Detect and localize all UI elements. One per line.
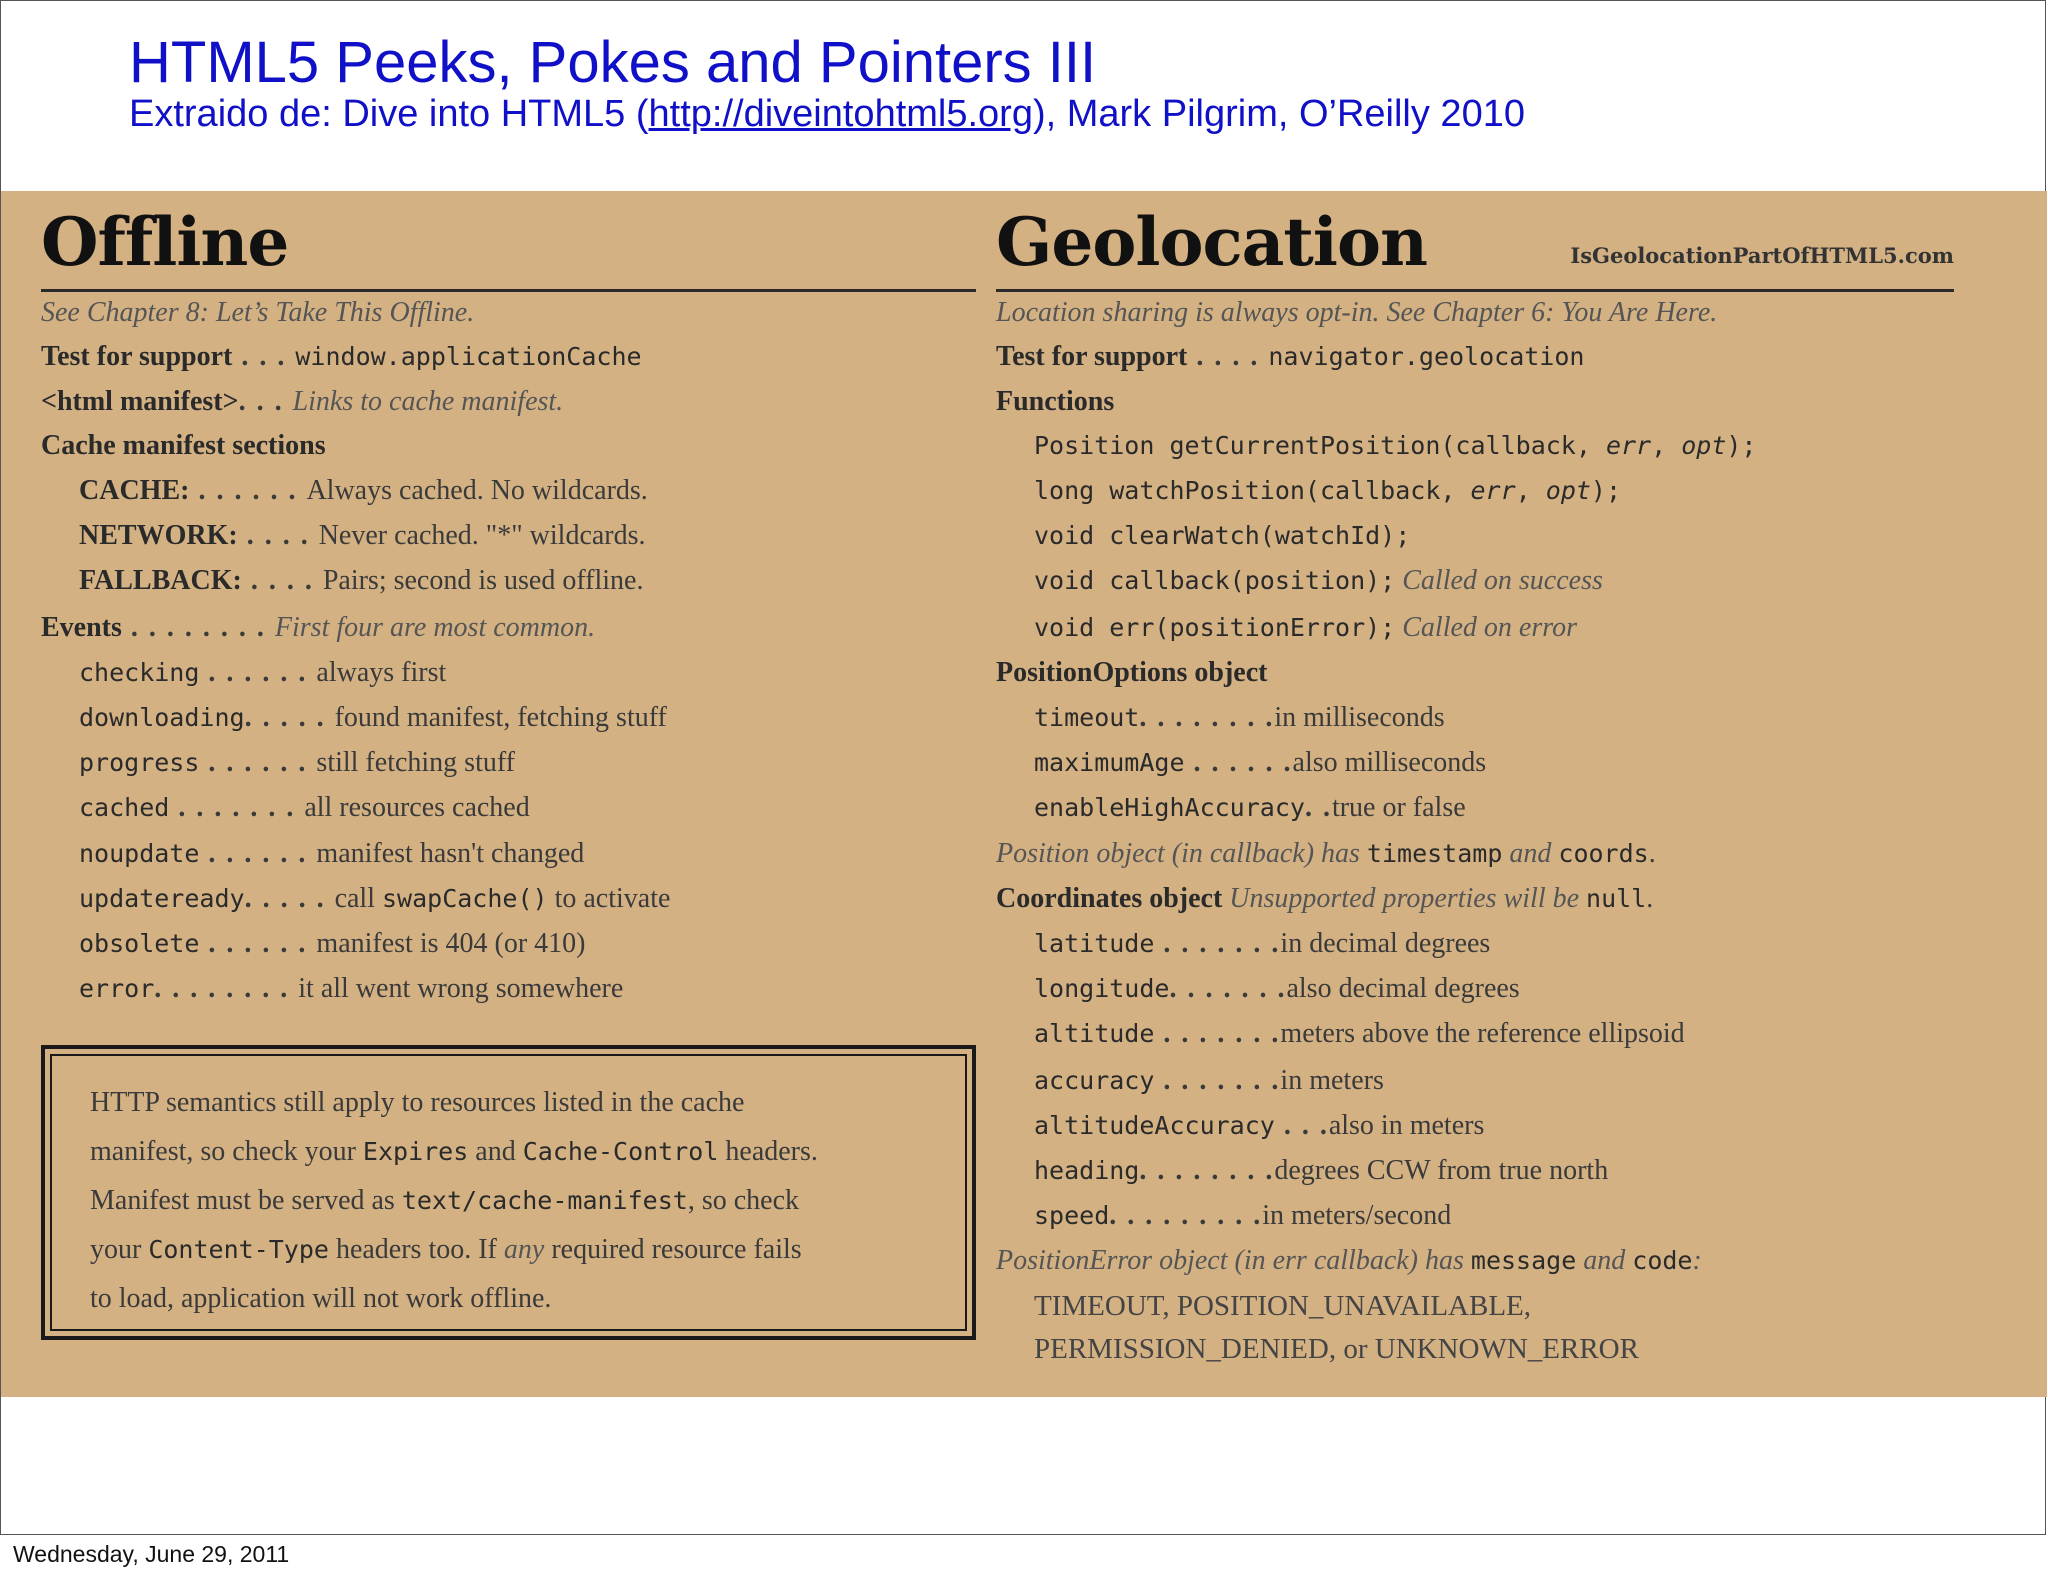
slide-subtitle (129, 91, 1525, 137)
coord-row (996, 1151, 1954, 1191)
coord-row (996, 1061, 1954, 1101)
section-desc: Never cached. "*" wildcards. (318, 520, 646, 551)
dots: . . . . (1187, 341, 1269, 372)
event-desc: always first (316, 657, 447, 688)
event-row (41, 834, 976, 874)
position-object-row (996, 834, 1954, 874)
position-code: coords (1558, 839, 1649, 868)
error-code: message (1470, 1246, 1577, 1275)
offline-header (41, 191, 976, 292)
option-name: maximumAge (1034, 748, 1185, 777)
note-text: required resource fails (544, 1234, 802, 1265)
coord-row (996, 1106, 1954, 1146)
position-options-label: PositionOptions object (996, 657, 1268, 688)
dots: . . (1304, 792, 1332, 823)
event-row (41, 969, 976, 1009)
geolocation-heading: Geolocation (996, 203, 1427, 281)
event-desc: all resources cached (304, 792, 530, 823)
event-desc: found manifest, fetching stuff (334, 702, 667, 733)
position-code: timestamp (1366, 839, 1503, 868)
coord-row (996, 924, 1954, 964)
function-code: , (1515, 476, 1546, 505)
dots: . . . . . . (199, 928, 317, 959)
event-name: checking (79, 658, 200, 687)
function-param: opt (1681, 431, 1727, 460)
dots: . . . . . . . . (1139, 1155, 1275, 1186)
coord-name: heading (1034, 1156, 1140, 1185)
coord-name: latitude (1034, 929, 1155, 958)
option-desc: also milliseconds (1292, 747, 1487, 778)
option-desc: in milliseconds (1274, 702, 1445, 733)
offline-column (41, 191, 976, 1004)
coordinates-code: null (1586, 884, 1647, 913)
dots: . . . . . . . (1154, 1065, 1281, 1096)
error-codes-line: TIMEOUT, POSITION_UNAVAILABLE, (1034, 1290, 1532, 1322)
coord-desc: degrees CCW from true north (1274, 1155, 1609, 1186)
subtitle-prefix: Extraido de: Dive into HTML5 ( (129, 93, 649, 135)
dots: . . . . . . (189, 475, 307, 506)
position-text: and (1502, 838, 1559, 869)
coord-desc: in decimal degrees (1280, 928, 1491, 959)
function-code: void callback(position); (1034, 566, 1396, 595)
coordinates-note: . (1646, 883, 1654, 914)
event-desc: manifest hasn't changed (316, 838, 585, 869)
offline-manifest-label: <html manifest> (41, 386, 239, 417)
http-semantics-note (41, 1045, 976, 1340)
note-line (90, 1127, 933, 1176)
coord-name: altitudeAccuracy (1034, 1111, 1275, 1140)
cache-sections-label: Cache manifest sections (41, 430, 326, 461)
dots: . . . (238, 386, 293, 417)
function-code: , (1651, 431, 1682, 460)
dots: . . . . . . (199, 747, 317, 778)
function-note: Called on success (1395, 565, 1603, 596)
note-text: Manifest must be served as (90, 1185, 402, 1216)
subtitle-suffix: ), Mark Pilgrim, O’Reilly 2010 (1032, 93, 1525, 135)
function-param: opt (1545, 476, 1591, 505)
coordinates-note: Unsupported properties will be (1222, 883, 1587, 914)
offline-test-value: window.applicationCache (295, 342, 642, 371)
event-row (41, 698, 976, 738)
offline-test-label: Test for support (41, 341, 233, 372)
geolocation-header (996, 191, 1954, 292)
error-code: code (1632, 1246, 1693, 1275)
geolocation-column (996, 191, 1954, 1365)
event-row (41, 788, 976, 828)
event-row (41, 743, 976, 783)
coord-desc: meters above the reference ellipsoid (1280, 1018, 1685, 1049)
coordinates-label: Coordinates object (996, 883, 1223, 914)
function-code: long watchPosition(callback, (1034, 476, 1471, 505)
note-line: HTTP semantics still apply to resources listed in the cache (90, 1087, 745, 1118)
event-row (41, 653, 976, 693)
section-label: FALLBACK: (79, 565, 242, 596)
coord-desc: also decimal degrees (1286, 973, 1520, 1004)
note-code: text/cache-manifest (401, 1186, 688, 1215)
function-code: ); (1726, 431, 1757, 460)
note-code: Expires (362, 1137, 469, 1166)
section-label: CACHE: (79, 475, 190, 506)
error-text: PositionError object (in err callback) has (996, 1245, 1471, 1276)
dots: . . . . . (244, 702, 335, 733)
geo-test-label: Test for support (996, 341, 1188, 372)
option-row (996, 743, 1954, 783)
cheatsheet-panel (1, 191, 2047, 1397)
offline-manifest-row (41, 382, 976, 422)
function-row (996, 561, 1954, 601)
dots: . . . . . . . . (1139, 702, 1275, 733)
note-inner-frame (50, 1054, 967, 1331)
function-code: Position getCurrentPosition(callback, (1034, 431, 1606, 460)
event-desc: it all went wrong somewhere (298, 973, 624, 1004)
function-code: ); (1590, 476, 1622, 505)
slide-title: HTML5 Peeks, Pokes and Pointers III (129, 30, 1097, 95)
option-name: enableHighAccuracy (1034, 793, 1305, 822)
event-name: updateready (79, 884, 245, 913)
note-text: headers. (718, 1136, 818, 1167)
source-link[interactable]: http://diveintohtml5.org (648, 93, 1033, 135)
event-desc: to activate (547, 883, 671, 914)
offline-heading: Offline (41, 203, 289, 281)
function-row (996, 426, 1954, 466)
events-value: First four are most common. (274, 612, 596, 643)
note-text: your (90, 1234, 149, 1265)
dots: . . . . . . . (1154, 1018, 1281, 1049)
section-desc: Always cached. No wildcards. (306, 475, 648, 506)
events-label: Events (41, 612, 122, 643)
offline-intro: See Chapter 8: Let’s Take This Offline. (41, 297, 475, 328)
function-param: err (1605, 431, 1652, 460)
dots: . . . . . . (1184, 747, 1293, 778)
note-line: to load, application will not work offline. (90, 1283, 552, 1314)
event-name: cached (79, 793, 170, 822)
event-row (41, 924, 976, 964)
function-note: Called on error (1395, 612, 1577, 643)
coordinates-row (996, 879, 1954, 919)
error-text: : (1692, 1245, 1702, 1276)
coord-row (996, 1196, 1954, 1236)
cache-section-row (41, 471, 976, 511)
coord-row (996, 969, 1954, 1009)
functions-label: Functions (996, 386, 1115, 417)
function-param: err (1470, 476, 1516, 505)
position-text: Position object (in callback) has (996, 838, 1367, 869)
coord-name: longitude (1034, 974, 1170, 1003)
cache-section-row (41, 561, 976, 601)
function-row (996, 516, 1954, 556)
event-desc: call (334, 883, 382, 914)
event-row (41, 879, 976, 919)
note-line (90, 1225, 933, 1274)
function-row (996, 608, 1954, 648)
dots: . . . . (237, 520, 319, 551)
coord-name: speed (1034, 1201, 1110, 1230)
event-name: error (79, 974, 155, 1003)
section-desc: Pairs; second is used offline. (322, 565, 644, 596)
footer-date: Wednesday, June 29, 2011 (13, 1541, 290, 1567)
dots: . . . . . . . . . (1109, 1200, 1263, 1231)
option-name: timeout (1034, 703, 1140, 732)
dots: . . . . (241, 565, 323, 596)
dots: . . . . . . (199, 838, 317, 869)
option-row (996, 788, 1954, 828)
option-row (996, 698, 1954, 738)
function-row (996, 471, 1954, 511)
coord-row (996, 1014, 1954, 1054)
geo-intro: Location sharing is always opt-in. See Chapter 6: You Are Here. (996, 297, 1718, 328)
event-name: progress (79, 748, 200, 777)
geo-test-row (996, 337, 1954, 377)
events-row (41, 608, 976, 648)
dots: . . . . . . . (1154, 928, 1281, 959)
coord-name: altitude (1034, 1019, 1155, 1048)
event-name: obsolete (79, 929, 200, 958)
note-text: manifest, so check your (90, 1136, 363, 1167)
section-label: NETWORK: (79, 520, 238, 551)
note-text: , so check (687, 1185, 799, 1216)
note-text: and (468, 1136, 523, 1167)
position-error-row (996, 1241, 1954, 1281)
dots: . . . . . . (199, 657, 317, 688)
dots: . . . . . . . (169, 792, 305, 823)
dots: . . . . . . . (1169, 973, 1287, 1004)
event-desc: manifest is 404 (or 410) (316, 928, 586, 959)
dots: . . . . . . . . (121, 612, 275, 643)
note-code: Content-Type (148, 1235, 329, 1264)
cache-section-row (41, 516, 976, 556)
coord-desc: also in meters (1328, 1110, 1485, 1141)
function-code: void clearWatch(watchId); (1034, 521, 1411, 550)
note-emphasis: any (503, 1234, 545, 1265)
note-text: headers too. If (328, 1234, 504, 1265)
error-text: and (1576, 1245, 1633, 1276)
error-codes-line: PERMISSION_DENIED, or UNKNOWN_ERROR (1034, 1333, 1639, 1365)
function-code: void err(positionError); (1034, 613, 1396, 642)
offline-test-row (41, 337, 976, 377)
dots: . . . . . . . . (154, 973, 299, 1004)
geo-test-value: navigator.geolocation (1268, 342, 1585, 371)
event-desc-code: swapCache() (382, 884, 548, 913)
offline-manifest-value: Links to cache manifest. (292, 386, 564, 417)
event-name: noupdate (79, 839, 200, 868)
dots: . . . (1274, 1110, 1329, 1141)
dots: . . . (232, 341, 296, 372)
event-desc: still fetching stuff (316, 747, 515, 778)
event-name: downloading (79, 703, 245, 732)
coord-desc: in meters/second (1262, 1200, 1452, 1231)
geolocation-site: IsGeolocationPartOfHTML5.com (1570, 243, 1954, 268)
coord-name: accuracy (1034, 1066, 1155, 1095)
option-desc: true or false (1331, 792, 1466, 823)
note-code: Cache-Control (522, 1137, 719, 1166)
position-text: . (1648, 838, 1656, 869)
coord-desc: in meters (1280, 1065, 1384, 1096)
dots: . . . . . (244, 883, 335, 914)
note-line (90, 1176, 933, 1225)
